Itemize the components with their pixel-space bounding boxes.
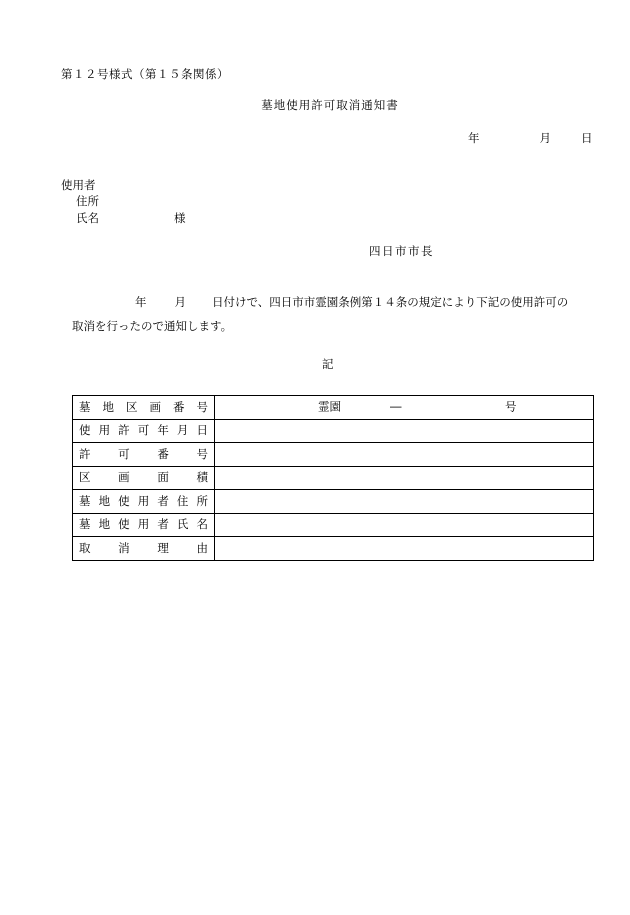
body-year: 年 [135,295,147,309]
body-month: 月 [174,295,186,309]
row-value [215,443,594,467]
row-label: 墓地使用者住所 [73,490,215,514]
plot-go: 号 [505,399,517,414]
user-label: 使用者 [61,178,96,192]
date-year: 年 [468,131,480,145]
table-row [73,537,594,561]
date-line [468,133,593,145]
details-table [72,395,594,561]
date-month: 月 [539,131,551,145]
row-value [215,419,594,443]
table-row [73,419,594,443]
table-row [73,513,594,537]
row-value [215,466,594,490]
body-line-1 [135,297,568,309]
honorific: 様 [174,211,186,225]
plot-reien: 霊園 [318,399,341,414]
issuer-name: 四日市市長 [369,244,434,258]
address-label: 住所 [76,194,99,208]
table-row [73,443,594,467]
table-row [73,490,594,514]
row-label: 取消理由 [73,537,215,561]
row-label: 区画面積 [73,466,215,490]
row-label: 使用許可年月日 [73,419,215,443]
plot-dash: ― [390,399,402,414]
row-value [215,513,594,537]
row-label: 墓地使用者氏名 [73,513,215,537]
table-row [73,396,594,420]
form-number: 第１２号様式（第１５条関係） [61,67,229,81]
body-line-2: 取消を行ったので通知します。 [72,319,233,333]
table-row [73,466,594,490]
row-value [215,490,594,514]
plot-number-value [215,396,594,420]
row-label: 許可番号 [73,443,215,467]
name-label: 氏名 [76,211,99,225]
row-value [215,537,594,561]
ki-heading: 記 [322,357,334,371]
body-line1-rest: 日付けで、四日市市霊園条例第１４条の規定により下記の使用許可の [212,295,569,309]
row-label: 墓地区画番号 [73,396,215,420]
document-title: 墓地使用許可取消通知書 [261,98,399,112]
date-day: 日 [581,131,593,145]
